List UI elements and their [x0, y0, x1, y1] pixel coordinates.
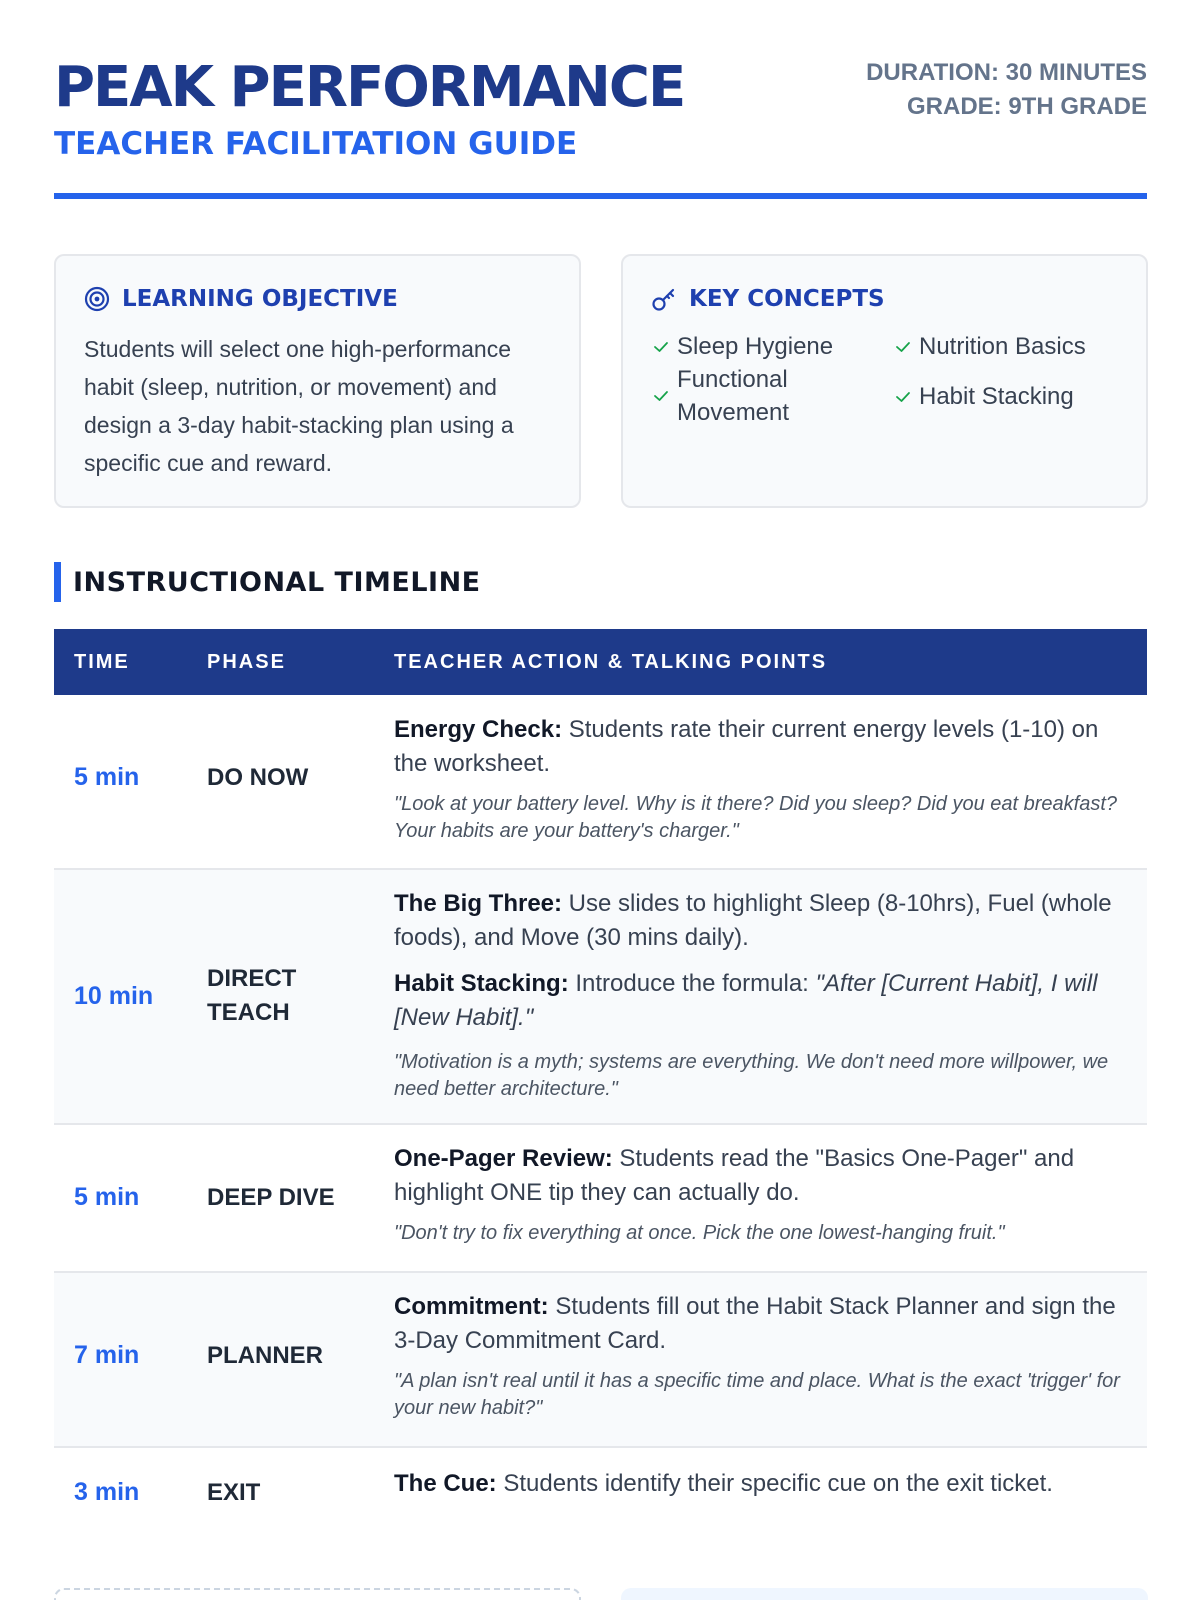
footer-dashed-box: [54, 1588, 581, 1600]
table-row: [54, 1125, 1147, 1273]
row-action: [394, 1142, 1134, 1247]
row-phase: DO NOW: [207, 764, 309, 791]
timeline-heading: INSTRUCTIONAL TIMELINE: [73, 566, 481, 598]
action-label: Energy Check:: [394, 716, 563, 743]
check-icon: [893, 387, 913, 407]
column-header-action: TEACHER ACTION & TALKING POINTS: [394, 651, 828, 673]
concepts-heading: KEY CONCEPTS: [689, 286, 885, 312]
row-action: [394, 713, 1134, 845]
check-icon: [651, 337, 671, 357]
row-phase: EXIT: [207, 1479, 261, 1506]
row-phase: DIRECT TEACH: [207, 965, 297, 1026]
column-header-phase: PHASE: [207, 651, 286, 673]
page-subtitle: TEACHER FACILITATION GUIDE: [54, 126, 578, 162]
action-line: [394, 1290, 1134, 1358]
row-time: 3 min: [74, 1478, 140, 1506]
action-label: Habit Stacking:: [394, 970, 569, 997]
header-divider: [54, 193, 1147, 199]
talking-point-quote: "A plan isn't real until it has a specific time and place. What is the exact 'trigger' for your new habit?": [394, 1370, 1120, 1419]
concept-label: Habit Stacking: [919, 383, 1074, 410]
row-action: [394, 1467, 1134, 1501]
action-label: The Cue:: [394, 1470, 497, 1497]
action-line: [394, 713, 1134, 781]
concept-item: [893, 380, 1074, 413]
target-icon: [84, 286, 110, 312]
key-concepts-card: [621, 254, 1148, 508]
footer-info-box: [621, 1588, 1148, 1600]
row-time: 7 min: [74, 1341, 140, 1369]
concept-label: Functional Movement: [677, 366, 790, 426]
action-line: [394, 1467, 1134, 1501]
action-line: [394, 967, 1134, 1035]
concept-item: [893, 330, 1086, 363]
concept-item: [651, 330, 833, 363]
action-label: Commitment:: [394, 1293, 549, 1320]
section-accent-bar: [54, 562, 61, 602]
action-line: [394, 1142, 1134, 1210]
action-body: Students identify their specific cue on the exit ticket.: [496, 1470, 1053, 1497]
timeline-section-header: [54, 562, 481, 602]
check-icon: [893, 337, 913, 357]
talking-point-quote: "Look at your battery level. Why is it there? Did you sleep? Did you eat breakfast? Your habits are your battery's charger.": [394, 793, 1118, 842]
row-action: [394, 887, 1134, 1103]
concepts-header: [651, 286, 885, 312]
action-body: Introduce the formula:: [568, 970, 816, 997]
row-time: 5 min: [74, 763, 140, 791]
document-header: [54, 54, 1147, 202]
action-body: Students rate their current energy levels (1-10) on the worksheet.: [394, 716, 1099, 777]
timeline-table: [54, 629, 1147, 1538]
action-body: Students fill out the Habit Stack Planner and sign the 3-Day Commitment Card.: [394, 1293, 1116, 1354]
formula-text: "After [Current Habit], I will [New Habit].": [394, 970, 1098, 1031]
action-line: [394, 887, 1134, 955]
page-title: PEAK PERFORMANCE: [54, 55, 685, 120]
action-label: The Big Three:: [394, 890, 563, 917]
concept-label: Sleep Hygiene: [677, 333, 834, 360]
concept-label: Nutrition Basics: [919, 333, 1086, 360]
check-icon: [651, 386, 671, 406]
action-body: Students read the "Basics One-Pager" and highlight ONE tip they can actually do.: [394, 1145, 1075, 1206]
lesson-meta: [866, 56, 1147, 124]
learning-objective-card: [54, 254, 581, 508]
objective-header: [84, 286, 398, 312]
objective-heading: LEARNING OBJECTIVE: [122, 286, 398, 312]
row-action: [394, 1290, 1134, 1422]
table-row: [54, 1273, 1147, 1448]
action-label: One-Pager Review:: [394, 1145, 613, 1172]
talking-point-quote: "Motivation is a myth; systems are everything. We don't need more willpower, we need better architecture.": [394, 1051, 1109, 1100]
table-row: [54, 1448, 1147, 1538]
row-time: 10 min: [74, 982, 154, 1010]
row-phase: PLANNER: [207, 1342, 324, 1369]
grade-label: GRADE: 9TH GRADE: [906, 93, 1147, 120]
action-body: Use slides to highlight Sleep (8-10hrs), Fuel (whole foods), and Move (30 mins daily).: [394, 890, 1112, 951]
column-header-time: TIME: [74, 651, 130, 673]
duration-label: DURATION: 30 MINUTES: [866, 59, 1147, 86]
table-row: [54, 695, 1147, 870]
talking-point-quote: "Don't try to fix everything at once. Pick the one lowest-hanging fruit.": [394, 1222, 1005, 1244]
objective-text: Students will select one high-performance habit (sleep, nutrition, or movement) and design a 3-day habit-stacking plan using a specific cue and reward.: [84, 336, 514, 476]
key-icon: [651, 286, 677, 312]
table-header: [54, 629, 1147, 695]
table-row: [54, 870, 1147, 1125]
row-phase: DEEP DIVE: [207, 1184, 335, 1211]
concept-item: [651, 363, 851, 429]
row-time: 5 min: [74, 1183, 140, 1211]
